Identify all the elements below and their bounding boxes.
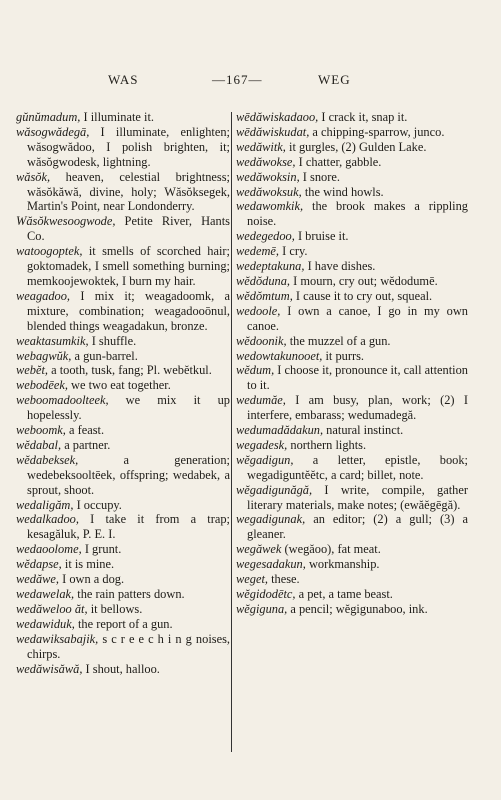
definition: it smells of scorched hair; goktomadek, I smell something burning; memkoojewoktek, I burn my hair. xyxy=(27,244,230,288)
headword: webodēek, xyxy=(16,378,68,393)
headword: wedegedoo, xyxy=(236,229,295,244)
headword: wĕdŏduna, xyxy=(236,273,291,288)
definition: I occupy. xyxy=(73,497,122,512)
headword: wedaoolome, xyxy=(16,542,82,557)
definition: the muzzel of a gun. xyxy=(286,333,391,348)
definition: an editor; (2) a gull; (3) a gleaner. xyxy=(247,512,468,542)
left-column xyxy=(16,110,230,676)
column-divider xyxy=(231,112,232,752)
definition: the report of a gun. xyxy=(74,616,173,631)
headword: weaktasumkik, xyxy=(16,333,89,348)
dictionary-entry xyxy=(16,557,230,572)
dictionary-entry xyxy=(16,289,230,334)
definition: a pencil; wĕgigunaboo, ink. xyxy=(287,601,428,616)
headword: wēdăwiskudat, xyxy=(236,124,310,139)
headword: wĕdŏmtum, xyxy=(236,288,293,303)
headword: wedemē, xyxy=(236,244,280,259)
headword: wedawiduk, xyxy=(16,616,75,631)
headword: wedăwoksuk, xyxy=(236,184,302,199)
headword: wedăwisăwă, xyxy=(16,661,83,676)
dictionary-entry xyxy=(236,244,468,259)
dictionary-entry xyxy=(16,244,230,289)
dictionary-entry xyxy=(236,542,468,557)
dictionary-entry xyxy=(16,542,230,557)
definition: the brook makes a rippling noise. xyxy=(247,199,468,229)
headword: wăsogwădegā, xyxy=(16,124,90,139)
headword: wedumadădakun, xyxy=(236,423,324,438)
definition: Petite River, Hants Co. xyxy=(27,214,230,244)
dictionary-entry xyxy=(16,617,230,632)
dictionary-entry xyxy=(236,110,468,125)
definition: the rain patters down. xyxy=(74,587,185,601)
dictionary-entry xyxy=(236,289,468,304)
headword: weagadoo, xyxy=(16,288,71,303)
headword: wedawelak, xyxy=(16,587,75,601)
headword: weboomk, xyxy=(16,423,66,438)
headword: wĕdum, xyxy=(236,363,275,378)
dictionary-entry xyxy=(236,572,468,587)
dictionary-entry xyxy=(16,349,230,364)
definition: I own a canoe, I go in my own canoe. xyxy=(247,303,468,333)
dictionary-entry xyxy=(236,304,468,334)
definition: it is mine. xyxy=(61,557,115,572)
dictionary-entry xyxy=(236,483,468,513)
dictionary-entry xyxy=(236,587,468,602)
headword: wegadesk, xyxy=(236,437,288,452)
headword: wedăweloo ăt, xyxy=(16,601,88,616)
dictionary-entry xyxy=(236,274,468,289)
definition: a tooth, tusk, fang; Pl. webĕtkul. xyxy=(48,363,212,378)
definition: I crack it, snap it. xyxy=(318,110,408,124)
dictionary-entry xyxy=(16,423,230,438)
dictionary-entry xyxy=(16,632,230,662)
dictionary-entry xyxy=(16,572,230,587)
dictionary-entry xyxy=(16,453,230,498)
dictionary-entry xyxy=(16,363,230,378)
definition: I shout, halloo. xyxy=(82,661,160,676)
dictionary-entry xyxy=(236,334,468,349)
dictionary-entry xyxy=(16,662,230,677)
headword: wedumăe, xyxy=(236,393,286,408)
headword: wĕgidodētc, xyxy=(236,587,296,601)
dictionary-entry xyxy=(236,259,468,274)
definition: we mix it up hopelessly. xyxy=(27,393,230,423)
headword: wĕdoonik, xyxy=(236,333,287,348)
dictionary-entry xyxy=(236,199,468,229)
definition: I take it from a trap; kesagăluk, P. E. I. xyxy=(27,512,230,542)
definition: a generation; wedebeksooltēek, offspring; wedabek, a sprout, shoot. xyxy=(27,452,230,497)
dictionary-entry xyxy=(236,393,468,423)
running-head xyxy=(0,72,501,90)
dictionary-entry xyxy=(236,140,468,155)
headword: gŭnŭmadum, xyxy=(16,110,81,124)
definition: I illuminate, enlighten; wăsogwădoo, I polish brighten, it; wăsŏgwodesk, lightning. xyxy=(27,124,230,169)
definition: I choose it, pronounce it, call attention to it. xyxy=(247,363,468,393)
definition: workmanship. xyxy=(305,557,380,572)
headword: wăsŏk, xyxy=(16,169,51,184)
definition: s c r e e c h i n g noises, chirps. xyxy=(27,631,230,661)
definition: these. xyxy=(268,572,300,587)
definition: a pet, a tame beast. xyxy=(295,587,393,601)
definition: natural instinct. xyxy=(323,423,404,438)
definition: it purrs. xyxy=(322,348,365,363)
definition: I am busy, plan, work; (2) I interfere, embarass; wedumadegă. xyxy=(247,393,468,423)
definition: (wegăoo), fat meat. xyxy=(281,542,381,557)
headword: wedaligăm, xyxy=(16,497,74,512)
left-guide-word: WAS xyxy=(108,72,139,87)
headword: Wăsŏkwesoogwode, xyxy=(16,214,116,229)
dictionary-entry xyxy=(16,438,230,453)
headword: wedawomkik, xyxy=(236,199,304,214)
dictionary-entry xyxy=(236,363,468,393)
definition: we two eat together. xyxy=(67,378,171,393)
definition: I grunt. xyxy=(81,542,122,557)
definition: a letter, epistle, book; wegadiguntĕĕtc, a card; billet, note. xyxy=(247,452,468,482)
headword: wedeptakuna, xyxy=(236,259,305,274)
definition: the wind howls. xyxy=(301,184,384,199)
definition: a partner. xyxy=(61,437,111,452)
headword: wedawiksabajik, xyxy=(16,631,99,646)
dictionary-entry xyxy=(16,393,230,423)
definition: I mix it; weagadoomk, a mixture, combination; weagadooōnul, blended things weagadakun, bronze. xyxy=(27,288,230,333)
headword: weget, xyxy=(236,572,268,587)
definition: I bruise it. xyxy=(294,229,349,244)
headword: webĕt, xyxy=(16,363,48,378)
headword: wĕgadigunăgă, xyxy=(236,482,313,497)
definition: a feast. xyxy=(65,423,105,438)
dictionary-entry xyxy=(236,423,468,438)
dictionary-entry xyxy=(236,453,468,483)
headword: weboomadoolteek, xyxy=(16,393,109,408)
dictionary-entry xyxy=(16,334,230,349)
headword: wĕgiguna, xyxy=(236,601,288,616)
page-number: —167— xyxy=(212,72,263,87)
definition: I write, compile, gather literary materials, make notes; (ewăĕgēgă). xyxy=(247,482,468,512)
headword: wedăwokse, xyxy=(236,154,296,169)
headword: wĕgadigun, xyxy=(236,452,294,467)
dictionary-entry xyxy=(236,602,468,617)
dictionary-entry xyxy=(16,378,230,393)
definition: I shuffle. xyxy=(88,333,137,348)
dictionary-entry xyxy=(236,349,468,364)
headword: wedăwitk, xyxy=(236,139,286,154)
dictionary-entry xyxy=(16,214,230,244)
headword: wēdăwiskadaoo, xyxy=(236,110,319,124)
dictionary-entry xyxy=(16,110,230,125)
dictionary-entry xyxy=(16,602,230,617)
definition: it gurgles, (2) Gulden Lake. xyxy=(285,139,427,154)
definition: heaven, celestial brightness; wăsŏkăwă, divine, holy; Wăsŏksegek, Martin's Point, near Londonderry. xyxy=(27,169,230,214)
headword: watoogoptek, xyxy=(16,244,83,259)
definition: I snore. xyxy=(299,169,340,184)
dictionary-entry xyxy=(16,125,230,170)
definition: northern lights. xyxy=(287,437,367,452)
definition: I have dishes. xyxy=(304,259,376,274)
dictionary-entry xyxy=(236,229,468,244)
definition: a chipping-sparrow, junco. xyxy=(309,124,445,139)
headword: wĕdapse, xyxy=(16,557,62,572)
dictionary-entry xyxy=(236,125,468,140)
dictionary-entry xyxy=(236,512,468,542)
headword: wĕdabeksek, xyxy=(16,452,79,467)
definition: I mourn, cry out; wĕdodumē. xyxy=(290,273,438,288)
headword: wegadigunak, xyxy=(236,512,306,527)
dictionary-entry xyxy=(236,438,468,453)
headword: webagwŭk, xyxy=(16,348,72,363)
definition: I own a dog. xyxy=(59,572,125,587)
definition: I illuminate it. xyxy=(80,110,155,124)
headword: wedowtakunooet, xyxy=(236,348,323,363)
headword: wedalkadoo, xyxy=(16,512,79,527)
definition: a gun-barrel. xyxy=(71,348,138,363)
headword: wedăwe, xyxy=(16,572,60,587)
definition: I cause it to cry out, squeal. xyxy=(292,288,433,303)
headword: wedăwoksin, xyxy=(236,169,300,184)
headword: wĕdabal, xyxy=(16,437,62,452)
dictionary-entry xyxy=(236,170,468,185)
dictionary-entry xyxy=(16,512,230,542)
headword: wedoole, xyxy=(236,303,281,318)
headword: wegesadakun, xyxy=(236,557,306,572)
definition: I cry. xyxy=(279,244,308,259)
right-column xyxy=(236,110,468,617)
dictionary-entry xyxy=(236,185,468,200)
definition: it bellows. xyxy=(87,601,143,616)
definition: I chatter, gabble. xyxy=(295,154,382,169)
dictionary-entry xyxy=(236,557,468,572)
dictionary-entry xyxy=(236,155,468,170)
right-guide-word: WEG xyxy=(318,72,351,87)
dictionary-entry xyxy=(16,498,230,513)
dictionary-entry xyxy=(16,587,230,602)
dictionary-entry xyxy=(16,170,230,215)
headword: wegăwek xyxy=(236,542,282,557)
